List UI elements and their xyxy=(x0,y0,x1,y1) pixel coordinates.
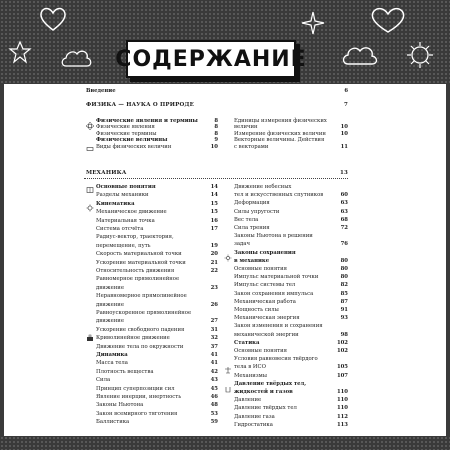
physics-left-entry[interactable] xyxy=(96,137,218,143)
left-edge-band xyxy=(0,84,4,436)
mechanics-right-entry-label: Давление твёрдых тел xyxy=(234,405,348,411)
mechanics-right-entry-label: Импульс материальной точки xyxy=(234,274,348,280)
physics-left-entry-label: Физические явления xyxy=(96,124,218,130)
toc-entry-intro[interactable]: Введение 6 xyxy=(86,88,348,94)
mechanics-right-entry-label: Давление газа xyxy=(234,414,348,420)
mechanics-left-entry-label: движение xyxy=(96,285,218,291)
mechanics-left-entry-page: 41 xyxy=(210,360,218,367)
mechanics-left-entry-label: Материальная точка xyxy=(96,218,218,224)
mechanics-left-entry[interactable] xyxy=(96,243,218,249)
mechanics-left-entry-page: 16 xyxy=(210,217,218,224)
mechanics-right-entry-page: 72 xyxy=(340,225,348,231)
physics-right-entry-label: Единицы измерения физических xyxy=(234,118,348,124)
mechanics-left-entry[interactable] xyxy=(96,234,218,240)
mechanics-right-entry[interactable] xyxy=(234,258,348,264)
mechanics-left-entry-label: Динамика xyxy=(96,352,218,358)
mechanics-left-entry[interactable] xyxy=(96,260,218,266)
mechanics-left-entry[interactable] xyxy=(96,411,218,417)
mechanics-left-entry[interactable] xyxy=(96,335,218,341)
mechanics-right-entry[interactable] xyxy=(234,299,348,305)
mechanics-right-entry-label: Вес тела xyxy=(234,217,348,223)
mechanics-right-entry-page: 91 xyxy=(340,307,348,313)
mechanics-right-entry[interactable] xyxy=(234,233,348,239)
mechanics-left-entry-label: Явление инерции, инертность xyxy=(96,394,218,400)
mechanics-right-entry[interactable] xyxy=(234,332,348,338)
mechanics-right-entry-page: 63 xyxy=(340,200,348,207)
mechanics-left-entry[interactable] xyxy=(96,377,218,383)
mechanics-right-entry-label: жидкостей и газов xyxy=(234,389,348,395)
mechanics-left-entry[interactable] xyxy=(96,192,218,198)
mechanics-left-entry[interactable] xyxy=(96,302,218,308)
mechanics-left-entry-label: Ускорение свободного падения xyxy=(96,327,218,333)
mechanics-left-entry-label: Движение тела по окружности xyxy=(96,344,218,350)
mechanics-right-entry-label: Механическая энергия xyxy=(234,315,348,321)
mechanics-right-entry-page: 98 xyxy=(340,331,348,338)
physics-right-entry[interactable] xyxy=(234,144,348,150)
mechanics-left-entry-label: движение xyxy=(96,318,218,324)
mechanics-left-entry[interactable] xyxy=(96,184,218,190)
mechanics-right-entry-label: Механизмы xyxy=(234,373,348,379)
mechanics-left-entry-page: 17 xyxy=(210,226,218,232)
mechanics-left-entry[interactable] xyxy=(96,327,218,333)
physics-left-entry-label: Виды физических величин xyxy=(96,144,218,150)
mechanics-right-entry-label: Основные понятия xyxy=(234,266,348,272)
mechanics-right-entry-label: тела в ИСО xyxy=(234,364,348,370)
mechanics-left-entry-page: 53 xyxy=(210,410,218,417)
mechanics-right-entry-label: механической энергии xyxy=(234,332,348,338)
mechanics-left-entry-label: Масса тела xyxy=(96,360,218,366)
mechanics-left-entry[interactable] xyxy=(96,218,218,224)
mechanics-left-entry-label: перемещение, путь xyxy=(96,243,218,249)
mechanics-right-entry[interactable] xyxy=(234,225,348,231)
mechanics-right-entry[interactable] xyxy=(234,192,348,198)
mechanics-left-entry[interactable] xyxy=(96,276,218,282)
physics-right-entry-page: 10 xyxy=(340,124,348,131)
physics-right-entry-label: Векторные величины. Действия xyxy=(234,137,348,143)
scale-icon xyxy=(224,366,232,374)
physics-left-entry-page: 8 xyxy=(214,130,218,137)
mechanics-right-entry-label: Движение небесных xyxy=(234,184,348,190)
mechanics-left-entry-page: 37 xyxy=(210,343,218,350)
mechanics-right-entry[interactable] xyxy=(234,291,348,297)
mechanics-left-entry-label: движение xyxy=(96,302,218,308)
mechanics-right-entry[interactable] xyxy=(234,266,348,272)
mechanics-left-entry-page: 14 xyxy=(210,192,218,199)
mechanics-right-entry[interactable] xyxy=(234,209,348,215)
mechanics-left-entry-page: 27 xyxy=(210,318,218,325)
mechanics-right-entry-page: 105 xyxy=(336,364,348,371)
mechanics-right-entry-label: Гидростатика xyxy=(234,422,348,428)
mechanics-left-entry-label: Разделы механики xyxy=(96,192,218,198)
sparkle-doodle-icon xyxy=(300,10,326,36)
mechanics-right-entry-page: 112 xyxy=(336,413,348,420)
weight-icon xyxy=(86,334,94,342)
mechanics-left-entry-page: 19 xyxy=(210,242,218,249)
mechanics-right-entry[interactable] xyxy=(234,250,348,256)
mechanics-left-entry-label: Неравномерное прямолинейное xyxy=(96,293,218,299)
mechanics-left-entry[interactable] xyxy=(96,402,218,408)
mechanics-left-entry-page: 45 xyxy=(210,385,218,392)
mechanics-right-entry-page: 82 xyxy=(340,282,348,289)
mechanics-left-entry[interactable] xyxy=(96,285,218,291)
mechanics-left-entry-label: Сила xyxy=(96,377,218,383)
mechanics-right-entry[interactable] xyxy=(234,200,348,206)
atom-icon xyxy=(86,122,94,130)
mechanics-left-entry-label: Скорость материальной точки xyxy=(96,251,218,257)
mechanics-right-entry-page: 80 xyxy=(340,266,348,272)
mechanics-right-entry-label: Сила трения xyxy=(234,225,348,231)
physics-left-entry-page: 8 xyxy=(214,118,218,124)
physics-left-entry[interactable] xyxy=(96,144,218,150)
mechanics-left-entry[interactable] xyxy=(96,369,218,375)
mechanics-left-entry[interactable] xyxy=(96,268,218,274)
mechanics-left-entry[interactable] xyxy=(96,360,218,366)
mechanics-right-entry[interactable] xyxy=(234,184,348,190)
physics-left-entry-label: Физические явления и термины xyxy=(96,118,218,124)
mechanics-right-entry[interactable] xyxy=(234,356,348,362)
mechanics-right-entry-page: 76 xyxy=(340,241,348,248)
mechanics-right-entry-label: Мощность силы xyxy=(234,307,348,313)
mechanics-left-entry-page: 48 xyxy=(210,402,218,409)
page-title: СОДЕРЖАНИЕ xyxy=(115,46,307,72)
mechanics-right-entry[interactable] xyxy=(234,381,348,387)
mechanics-left-entry[interactable] xyxy=(96,209,218,215)
mechanics-left-entry[interactable] xyxy=(96,293,218,299)
divider xyxy=(84,178,348,179)
mechanics-right-entry[interactable] xyxy=(234,348,348,354)
mechanics-left-entry-page: 59 xyxy=(210,419,218,426)
mechanics-right-entry-page: 107 xyxy=(336,372,348,379)
mechanics-left-entry-page: 20 xyxy=(210,251,218,258)
ruler-icon xyxy=(86,145,94,153)
mechanics-right-entry-page: 110 xyxy=(336,389,348,395)
mechanics-left-entry[interactable] xyxy=(96,201,218,207)
physics-left-entry-label: Физические величины xyxy=(96,137,218,143)
mechanics-right-entry-page: 63 xyxy=(340,208,348,215)
physics-right-entry-label: величин xyxy=(234,124,348,130)
mechanics-left-entry-label: Равноускоренное прямолинейное xyxy=(96,310,218,316)
physics-left-entry[interactable] xyxy=(96,118,218,124)
mechanics-left-entry-page: 43 xyxy=(210,377,218,384)
mechanics-left-entry-label: Основные понятия xyxy=(96,184,218,190)
mechanics-right-entry-page: 80 xyxy=(340,274,348,281)
mechanics-right-entry-label: Механическая работа xyxy=(234,299,348,305)
mechanics-right-entry-label: Силы упругости xyxy=(234,209,348,215)
mechanics-right-entry-label: Деформация xyxy=(234,200,348,206)
mechanics-left-entry[interactable] xyxy=(96,318,218,324)
book-icon xyxy=(86,186,94,194)
mechanics-right-entry-label: в механике xyxy=(234,258,348,264)
mechanics-left-entry-page: 21 xyxy=(210,259,218,266)
mechanics-left-entry-label: Кинематика xyxy=(96,201,218,207)
mechanics-right-entry[interactable] xyxy=(234,217,348,223)
mechanics-right-entry-page: 68 xyxy=(340,216,348,223)
beaker-icon xyxy=(224,386,232,394)
toc-section-mechanics[interactable]: МЕХАНИКА 13 xyxy=(86,170,348,176)
mechanics-right-entry[interactable] xyxy=(234,422,348,428)
mechanics-right-entry[interactable] xyxy=(234,364,348,370)
mechanics-left-entry-label: Система отсчёта xyxy=(96,226,218,232)
mechanics-right-entry-label: Статика xyxy=(234,340,348,346)
mechanics-right-entry-page: 110 xyxy=(336,405,348,412)
mechanics-right-entry-page: 80 xyxy=(340,257,348,264)
physics-left-entry-label: Физические термины xyxy=(96,131,218,137)
table-of-contents xyxy=(84,86,354,434)
mechanics-right-entry[interactable] xyxy=(234,340,348,346)
physics-left-entry-page: 10 xyxy=(210,143,218,150)
mechanics-left-entry-label: Радиус-вектор, траектория, xyxy=(96,234,218,240)
mechanics-right-entry-label: Давление твёрдых тел, xyxy=(234,381,348,387)
mechanics-left-entry[interactable] xyxy=(96,419,218,425)
mechanics-left-entry-page: 46 xyxy=(210,394,218,400)
gear-icon xyxy=(86,204,94,212)
mechanics-left-entry[interactable] xyxy=(96,352,218,358)
title-box xyxy=(115,40,307,78)
mechanics-right-entry-page: 102 xyxy=(336,339,348,346)
mechanics-right-entry[interactable] xyxy=(234,323,348,329)
toc-section-physics[interactable]: ФИЗИКА — НАУКА О ПРИРОДЕ 7 xyxy=(86,102,348,108)
physics-left-entry[interactable] xyxy=(96,124,218,130)
mechanics-right-entry-label: Основные понятия xyxy=(234,348,348,354)
heart-doodle-icon-right xyxy=(368,6,408,34)
mechanics-right-entry[interactable] xyxy=(234,414,348,420)
mechanics-right-entry-label: Давление xyxy=(234,397,348,403)
sun-icon xyxy=(224,254,232,262)
mechanics-right-entry[interactable] xyxy=(234,307,348,313)
mechanics-left-entry-page: 23 xyxy=(210,284,218,291)
mechanics-right-entry-label: Закон сохранения импульса xyxy=(234,291,348,297)
right-edge-band xyxy=(446,84,450,436)
mechanics-right-entry-page: 87 xyxy=(340,298,348,305)
mechanics-left-entry-label: Механическое движение xyxy=(96,209,218,215)
mechanics-right-entry[interactable] xyxy=(234,241,348,247)
mechanics-right-entry-page: 93 xyxy=(340,315,348,322)
physics-right-entry[interactable] xyxy=(234,124,348,130)
mechanics-right-entry-label: Закон изменения и сохранения xyxy=(234,323,348,329)
mechanics-left-entry[interactable] xyxy=(96,394,218,400)
mechanics-right-entry[interactable] xyxy=(234,315,348,321)
mechanics-right-entry-page: 113 xyxy=(336,421,348,428)
mechanics-right-entry-page: 102 xyxy=(336,348,348,354)
mechanics-left-entry-page: 14 xyxy=(210,184,218,190)
mechanics-left-entry[interactable] xyxy=(96,344,218,350)
cloud-doodle-icon-left xyxy=(60,44,94,74)
mechanics-left-entry-label: Ускорение материальной точки xyxy=(96,260,218,266)
mechanics-left-entry-page: 26 xyxy=(210,301,218,308)
mechanics-right-entry-label: Законы сохранения xyxy=(234,250,348,256)
physics-right-entry[interactable] xyxy=(234,131,348,137)
mechanics-left-entry-page: 42 xyxy=(210,368,218,375)
mechanics-right-entry[interactable] xyxy=(234,389,348,395)
mechanics-right-entry-page: 110 xyxy=(336,397,348,404)
mechanics-left-entry[interactable] xyxy=(96,251,218,257)
mechanics-left-entry-label: Законы Ньютона xyxy=(96,402,218,408)
physics-right-entry-page: 10 xyxy=(340,130,348,137)
cloud-doodle-icon xyxy=(340,40,380,70)
mechanics-right-entry-label: Условия равновесия твёрдого xyxy=(234,356,348,362)
mechanics-right-entry-label: Импульс системы тел xyxy=(234,282,348,288)
physics-right-entry[interactable] xyxy=(234,137,348,143)
decorative-footer-band xyxy=(0,436,450,450)
mechanics-left-entry[interactable] xyxy=(96,226,218,232)
burst-doodle-icon xyxy=(405,40,435,70)
heart-doodle-icon xyxy=(38,6,68,32)
mechanics-left-entry-label: Криволинейное движение xyxy=(96,335,218,341)
physics-left-entry-page: 9 xyxy=(214,137,218,144)
mechanics-right-entry[interactable] xyxy=(234,405,348,411)
mechanics-left-entry-page: 15 xyxy=(210,200,218,207)
mechanics-right-entry-label: задач xyxy=(234,241,348,247)
mechanics-right-entry[interactable] xyxy=(234,397,348,403)
mechanics-right-entry[interactable] xyxy=(234,373,348,379)
mechanics-left-entry-page: 15 xyxy=(210,209,218,216)
mechanics-right-entry[interactable] xyxy=(234,282,348,288)
mechanics-left-entry-label: Относительность движения xyxy=(96,268,218,274)
physics-right-entry[interactable] xyxy=(234,118,348,124)
mechanics-left-entry-page: 31 xyxy=(210,326,218,333)
mechanics-right-entry-page: 85 xyxy=(340,290,348,297)
mechanics-left-entry-page: 41 xyxy=(210,352,218,358)
mechanics-right-entry-label: Законы Ньютона в решении xyxy=(234,233,348,239)
mechanics-left-entry-label: Принцип суперпозиции сил xyxy=(96,386,218,392)
physics-right-entry-label: Измерение физических величин xyxy=(234,131,348,137)
mechanics-right-entry-label: тел и искусственных спутников xyxy=(234,192,348,198)
mechanics-left-entry-label: Закон всемирного тяготения xyxy=(96,411,218,417)
mechanics-left-entry-label: Равномерное прямолинейное xyxy=(96,276,218,282)
mechanics-left-entry[interactable] xyxy=(96,310,218,316)
mechanics-left-entry-label: Плотность вещества xyxy=(96,369,218,375)
mechanics-right-entry-page: 60 xyxy=(340,192,348,199)
physics-right-entry-page: 11 xyxy=(340,143,348,150)
mechanics-right-entry[interactable] xyxy=(234,274,348,280)
mechanics-left-entry[interactable] xyxy=(96,386,218,392)
mechanics-left-entry-page: 32 xyxy=(210,335,218,342)
physics-left-entry-page: 8 xyxy=(214,124,218,131)
mechanics-left-entry-page: 22 xyxy=(210,268,218,274)
physics-right-entry-label: с векторами xyxy=(234,144,348,150)
star-doodle-icon xyxy=(8,40,32,64)
mechanics-left-entry-label: Баллистика xyxy=(96,419,218,425)
physics-left-entry[interactable] xyxy=(96,131,218,137)
